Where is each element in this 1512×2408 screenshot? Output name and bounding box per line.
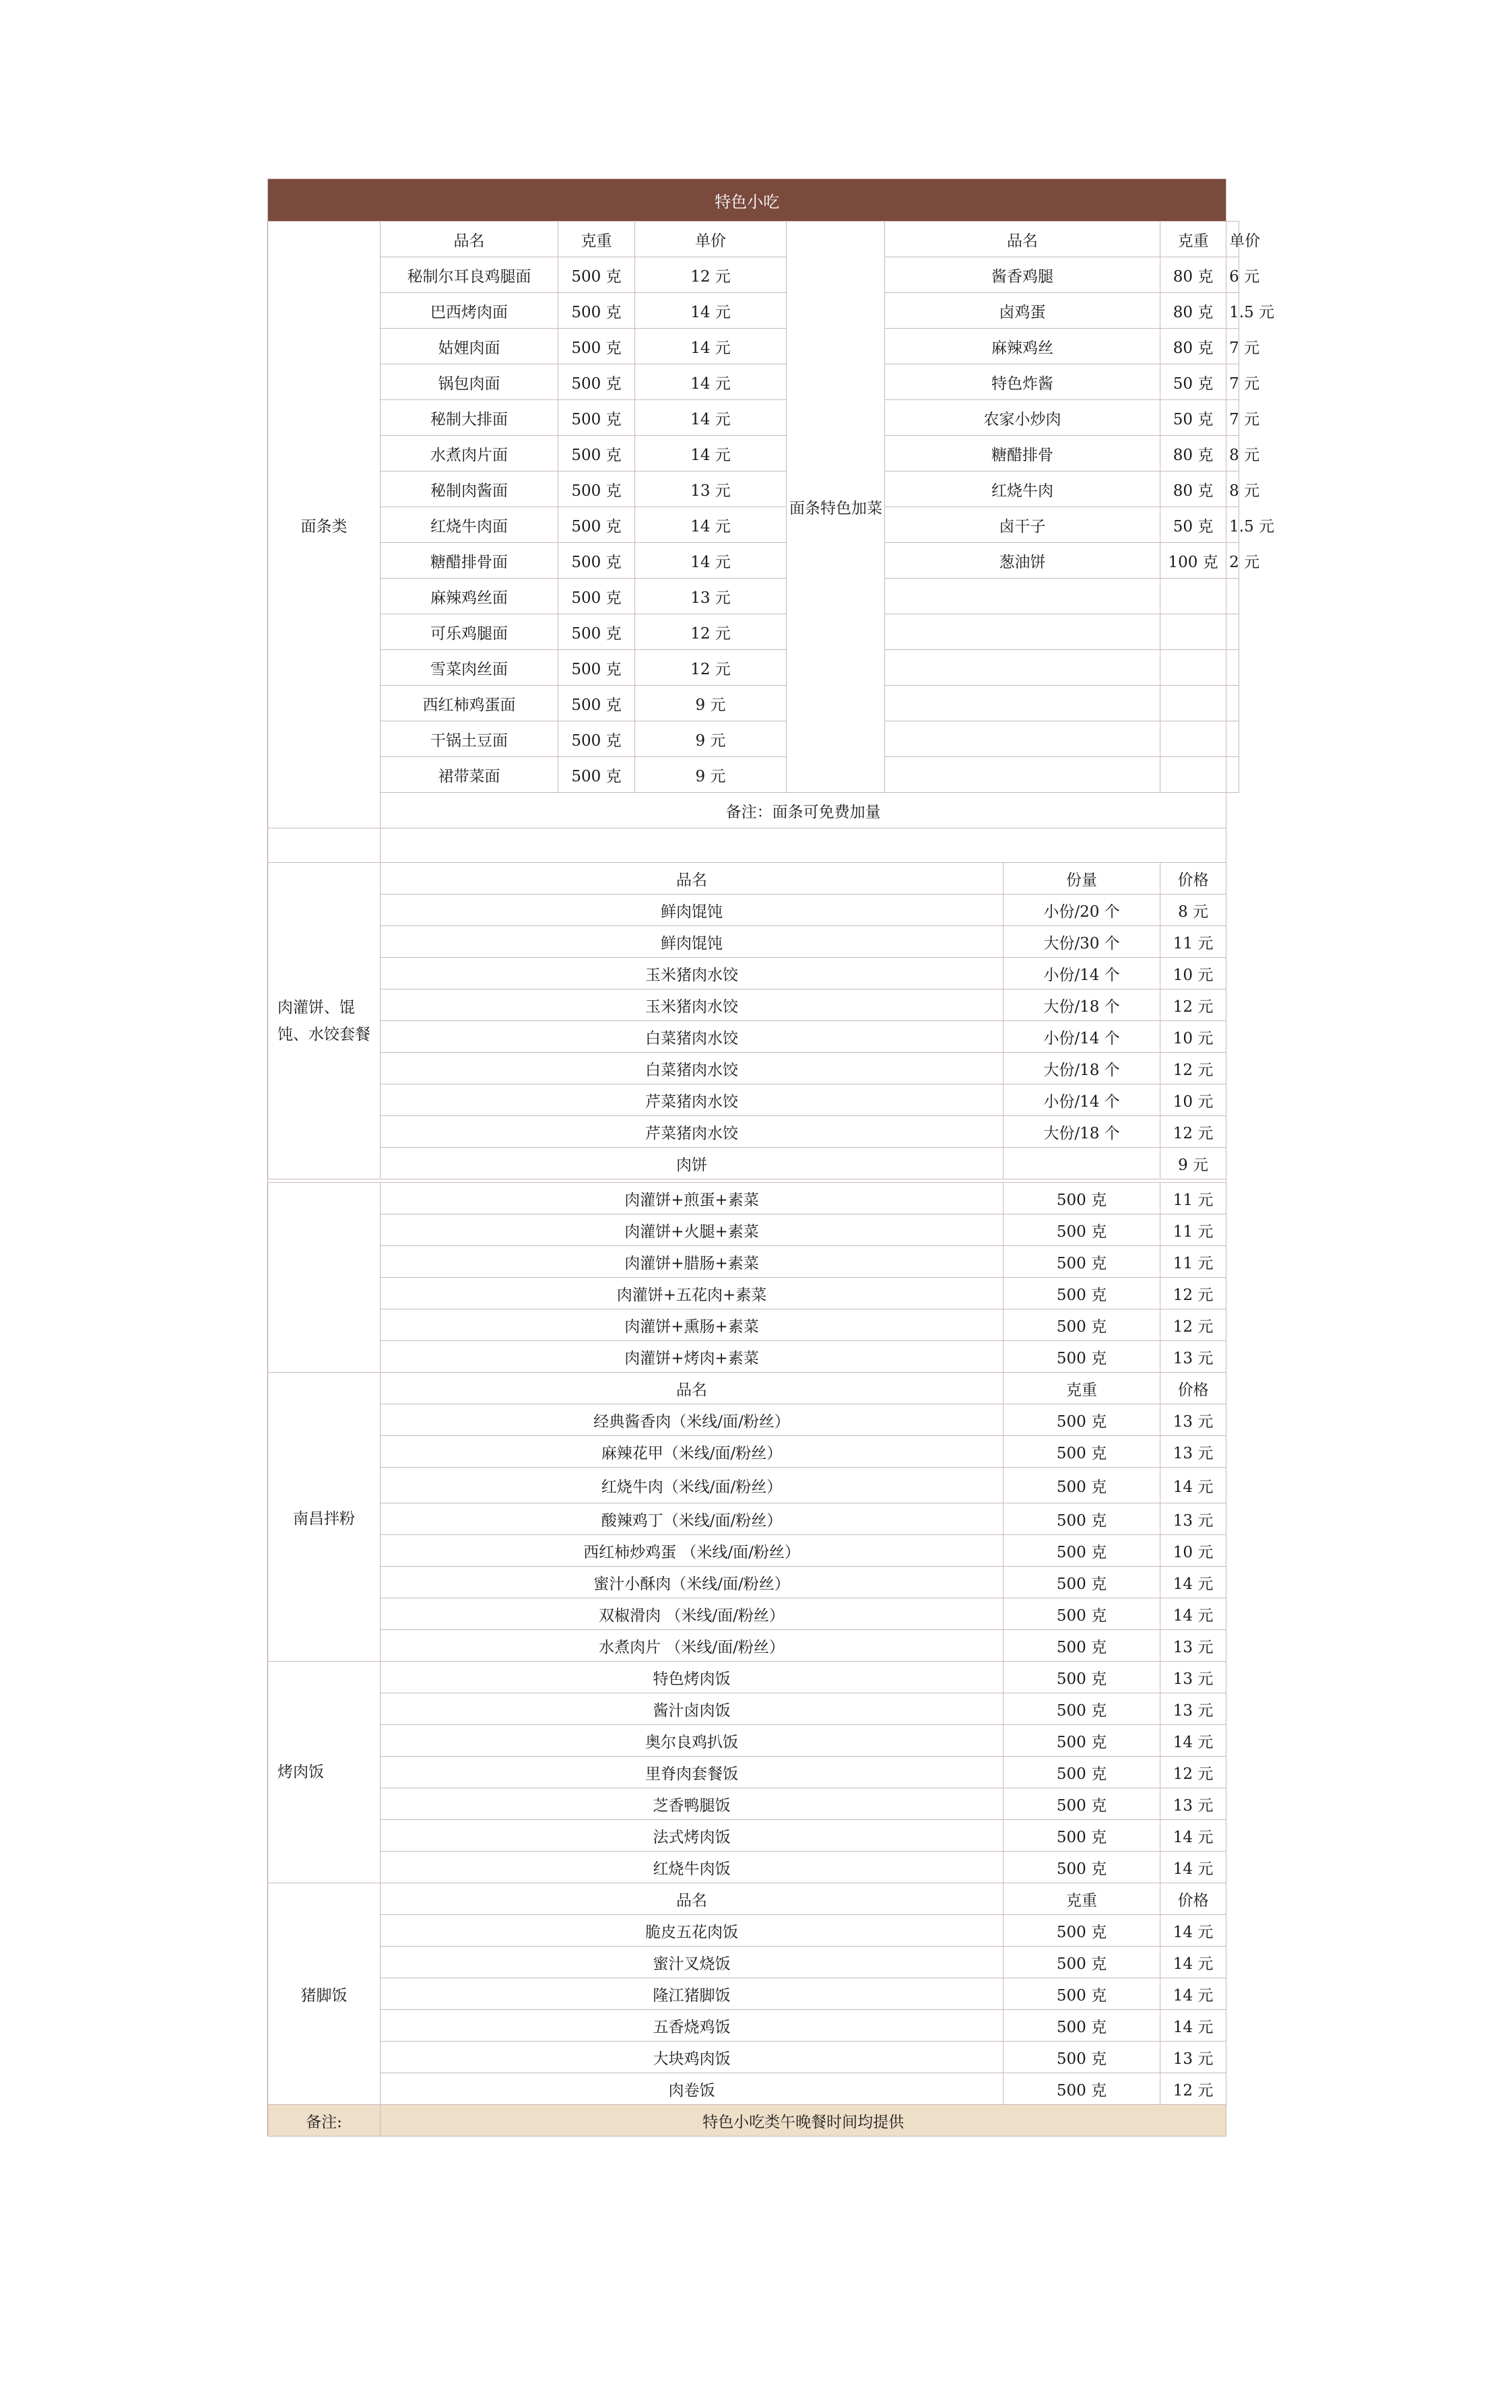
table-row xyxy=(268,757,1239,793)
extra-weight: 50 克 xyxy=(1160,507,1226,543)
item-weight: 500 克 xyxy=(1004,1278,1160,1309)
item-price: 9 元 xyxy=(635,686,787,721)
item-name: 鲜肉馄饨 xyxy=(381,894,1004,926)
item-portion xyxy=(1004,1148,1160,1179)
item-price: 14 元 xyxy=(1160,1852,1226,1883)
item-name: 红烧牛肉饭 xyxy=(381,1852,1004,1883)
item-name: 水煮肉片 （米线/面/粉丝） xyxy=(381,1630,1004,1662)
extra-weight: 100 克 xyxy=(1160,543,1226,579)
item-price: 14 元 xyxy=(1160,1567,1226,1598)
item-weight: 500 克 xyxy=(1004,2073,1160,2105)
category-pork: 猪脚饭 xyxy=(268,1883,381,2105)
item-price: 12 元 xyxy=(1160,1116,1226,1148)
extra-name: 卤鸡蛋 xyxy=(885,293,1160,329)
item-price: 13 元 xyxy=(1160,1404,1226,1436)
item-weight: 500 克 xyxy=(558,436,635,471)
item-weight: 500 克 xyxy=(558,293,635,329)
col-header: 价格 xyxy=(1160,1883,1226,1915)
item-name: 芹菜猪肉水饺 xyxy=(381,1084,1004,1116)
item-price: 12 元 xyxy=(1160,989,1226,1021)
empty-cell xyxy=(885,614,1160,650)
item-portion: 大份/18 个 xyxy=(1004,989,1160,1021)
item-price: 14 元 xyxy=(1160,1725,1226,1757)
item-price: 13 元 xyxy=(1160,1436,1226,1468)
empty-cell xyxy=(1226,614,1239,650)
item-weight: 500 克 xyxy=(1004,2010,1160,2042)
item-name: 雪菜肉丝面 xyxy=(381,650,558,686)
empty-cell xyxy=(1160,757,1226,793)
table-row xyxy=(268,293,1239,329)
extra-price: 2 元 xyxy=(1226,543,1239,579)
item-portion: 小份/14 个 xyxy=(1004,958,1160,989)
category-noodles: 面条类 xyxy=(268,222,381,828)
item-name: 大块鸡肉饭 xyxy=(381,2042,1004,2073)
item-weight: 500 克 xyxy=(558,329,635,364)
extra-name: 酱香鸡腿 xyxy=(885,257,1160,293)
item-name: 经典酱香肉（米线/面/粉丝） xyxy=(381,1404,1004,1436)
table-row xyxy=(268,1693,1239,1725)
col-header: 单价 xyxy=(635,222,787,257)
item-price: 12 元 xyxy=(1160,1757,1226,1788)
item-weight: 500 克 xyxy=(1004,1693,1160,1725)
item-portion: 小份/20 个 xyxy=(1004,894,1160,926)
empty-cell xyxy=(1226,686,1239,721)
col-header: 份量 xyxy=(1004,863,1160,894)
item-weight: 500 克 xyxy=(1004,1852,1160,1883)
item-name: 奥尔良鸡扒饭 xyxy=(381,1725,1004,1757)
item-name: 白菜猪肉水饺 xyxy=(381,1053,1004,1084)
noodle-note: 备注：面条可免费加量 xyxy=(381,793,1226,828)
table-row xyxy=(268,471,1239,507)
col-header: 品名 xyxy=(381,1373,1004,1404)
item-price: 14 元 xyxy=(1160,2010,1226,2042)
extra-weight: 50 克 xyxy=(1160,400,1226,436)
item-name: 里脊肉套餐饭 xyxy=(381,1757,1004,1788)
table-row xyxy=(268,2073,1239,2105)
item-price: 13 元 xyxy=(1160,2042,1226,2073)
item-weight: 500 克 xyxy=(1004,1567,1160,1598)
item-price: 14 元 xyxy=(1160,1978,1226,2010)
item-name: 秘制大排面 xyxy=(381,400,558,436)
table-row xyxy=(268,1053,1239,1084)
item-weight: 500 克 xyxy=(558,400,635,436)
table-row xyxy=(268,1947,1239,1978)
item-name: 干锅土豆面 xyxy=(381,721,558,757)
extra-weight: 50 克 xyxy=(1160,364,1226,400)
item-price: 14 元 xyxy=(635,507,787,543)
table-row xyxy=(268,579,1239,614)
item-price: 12 元 xyxy=(635,614,787,650)
table-row xyxy=(268,958,1239,989)
empty-cell xyxy=(381,828,1226,863)
item-price: 14 元 xyxy=(1160,1947,1226,1978)
item-weight: 500 克 xyxy=(558,507,635,543)
empty-cell xyxy=(1160,721,1226,757)
item-weight: 500 克 xyxy=(1004,1246,1160,1278)
item-name: 秘制肉酱面 xyxy=(381,471,558,507)
item-weight: 500 克 xyxy=(1004,1725,1160,1757)
item-price: 14 元 xyxy=(635,329,787,364)
table-row xyxy=(268,1883,1239,1915)
item-name: 白菜猪肉水饺 xyxy=(381,1021,1004,1053)
item-name: 糖醋排骨面 xyxy=(381,543,558,579)
table-row xyxy=(268,686,1239,721)
table-row xyxy=(268,1373,1239,1404)
table-row xyxy=(268,364,1239,400)
table-row xyxy=(268,257,1239,293)
item-weight: 500 克 xyxy=(1004,1788,1160,1820)
item-name: 麻辣花甲（米线/面/粉丝） xyxy=(381,1436,1004,1468)
extra-price: 6 元 xyxy=(1226,257,1239,293)
table-row xyxy=(268,1725,1239,1757)
item-name: 肉灌饼+熏肠+素菜 xyxy=(381,1309,1004,1341)
table-row xyxy=(268,1116,1239,1148)
table-row xyxy=(268,1436,1239,1468)
noodle-extras-label: 面条特色加菜 xyxy=(787,222,885,793)
item-weight: 500 克 xyxy=(1004,1468,1160,1503)
item-price: 10 元 xyxy=(1160,958,1226,989)
extra-name: 卤干子 xyxy=(885,507,1160,543)
item-name: 酸辣鸡丁（米线/面/粉丝） xyxy=(381,1503,1004,1535)
empty-cell xyxy=(1226,650,1239,686)
item-weight: 500 克 xyxy=(1004,1947,1160,1978)
item-price: 9 元 xyxy=(1160,1148,1226,1179)
item-name: 红烧牛肉面 xyxy=(381,507,558,543)
item-name: 双椒滑肉 （米线/面/粉丝） xyxy=(381,1598,1004,1630)
table-row xyxy=(268,400,1239,436)
item-price: 13 元 xyxy=(635,579,787,614)
category-wonton: 肉灌饼、馄饨、水饺套餐 xyxy=(268,863,381,1179)
item-name: 西红柿鸡蛋面 xyxy=(381,686,558,721)
item-price: 14 元 xyxy=(1160,1820,1226,1852)
item-portion: 大份/18 个 xyxy=(1004,1053,1160,1084)
item-name: 酱汁卤肉饭 xyxy=(381,1693,1004,1725)
item-weight: 500 克 xyxy=(1004,1341,1160,1373)
item-price: 13 元 xyxy=(1160,1341,1226,1373)
item-portion: 小份/14 个 xyxy=(1004,1084,1160,1116)
item-price: 13 元 xyxy=(1160,1630,1226,1662)
col-header: 品名 xyxy=(381,222,558,257)
category-bbq: 烤肉饭 xyxy=(268,1662,381,1883)
item-price: 14 元 xyxy=(1160,1915,1226,1947)
item-name: 西红柿炒鸡蛋 （米线/面/粉丝） xyxy=(381,1535,1004,1567)
extra-weight: 80 克 xyxy=(1160,293,1226,329)
extra-price: 1.5 元 xyxy=(1226,507,1239,543)
table-row xyxy=(268,436,1239,471)
item-name: 玉米猪肉水饺 xyxy=(381,989,1004,1021)
item-portion: 大份/18 个 xyxy=(1004,1116,1160,1148)
empty-cell xyxy=(885,686,1160,721)
item-weight: 500 克 xyxy=(1004,1630,1160,1662)
item-weight: 500 克 xyxy=(1004,1978,1160,2010)
item-price: 12 元 xyxy=(1160,1053,1226,1084)
col-header: 价格 xyxy=(1160,1373,1226,1404)
item-price: 12 元 xyxy=(635,257,787,293)
item-name: 蜜汁叉烧饭 xyxy=(381,1947,1004,1978)
table-row xyxy=(268,1978,1239,2010)
category-nanchang: 南昌拌粉 xyxy=(268,1373,381,1662)
col-header: 品名 xyxy=(381,1883,1004,1915)
table-row xyxy=(268,1503,1239,1535)
item-name: 法式烤肉饭 xyxy=(381,1820,1004,1852)
item-name: 肉灌饼+火腿+素菜 xyxy=(381,1214,1004,1246)
empty-cell xyxy=(1160,650,1226,686)
item-name: 玉米猪肉水饺 xyxy=(381,958,1004,989)
empty-cell xyxy=(268,828,381,863)
table-row xyxy=(268,222,1239,257)
item-price: 12 元 xyxy=(1160,2073,1226,2105)
empty-cell xyxy=(885,721,1160,757)
table-row xyxy=(268,1214,1239,1246)
extra-price: 1.5 元 xyxy=(1226,293,1239,329)
table-row xyxy=(268,793,1239,828)
table-row xyxy=(268,1278,1239,1309)
table-row xyxy=(268,1535,1239,1567)
item-price: 11 元 xyxy=(1160,1183,1226,1214)
item-name: 锅包肉面 xyxy=(381,364,558,400)
col-header: 克重 xyxy=(1004,1373,1160,1404)
table-row xyxy=(268,1788,1239,1820)
extra-weight: 80 克 xyxy=(1160,471,1226,507)
item-weight: 500 克 xyxy=(558,364,635,400)
table-row xyxy=(268,1468,1239,1503)
item-name: 肉卷饭 xyxy=(381,2073,1004,2105)
table-row xyxy=(268,1852,1239,1883)
col-header: 价格 xyxy=(1160,863,1226,894)
table-row xyxy=(268,614,1239,650)
item-price: 14 元 xyxy=(635,364,787,400)
item-weight: 500 克 xyxy=(1004,1915,1160,1947)
item-weight: 500 克 xyxy=(558,650,635,686)
extra-price: 7 元 xyxy=(1226,364,1239,400)
table-row xyxy=(268,179,1239,222)
item-price: 9 元 xyxy=(635,721,787,757)
item-price: 11 元 xyxy=(1160,1214,1226,1246)
empty-cell xyxy=(885,579,1160,614)
item-weight: 500 克 xyxy=(558,686,635,721)
col-header: 克重 xyxy=(558,222,635,257)
item-name: 肉灌饼+烤肉+素菜 xyxy=(381,1341,1004,1373)
item-name: 姑娌肉面 xyxy=(381,329,558,364)
table-row xyxy=(268,828,1239,863)
table-row xyxy=(268,721,1239,757)
table-row xyxy=(268,329,1239,364)
item-price: 11 元 xyxy=(1160,926,1226,958)
item-name: 芹菜猪肉水饺 xyxy=(381,1116,1004,1148)
table-row xyxy=(268,894,1239,926)
item-weight: 500 克 xyxy=(1004,1436,1160,1468)
table-row xyxy=(268,1915,1239,1947)
extra-name: 红烧牛肉 xyxy=(885,471,1160,507)
table-row xyxy=(268,1662,1239,1693)
extra-price: 7 元 xyxy=(1226,329,1239,364)
col-header: 品名 xyxy=(885,222,1160,257)
table-row xyxy=(268,1183,1239,1214)
table-row xyxy=(268,863,1239,894)
table-row xyxy=(268,1404,1239,1436)
extra-weight: 80 克 xyxy=(1160,257,1226,293)
extra-weight: 80 克 xyxy=(1160,329,1226,364)
table-row xyxy=(268,543,1239,579)
table-row xyxy=(268,650,1239,686)
item-name: 肉灌饼+腊肠+素菜 xyxy=(381,1246,1004,1278)
extra-name: 农家小炒肉 xyxy=(885,400,1160,436)
extra-name: 糖醋排骨 xyxy=(885,436,1160,471)
table-row xyxy=(268,1820,1239,1852)
item-price: 14 元 xyxy=(1160,1598,1226,1630)
item-price: 14 元 xyxy=(635,436,787,471)
item-name: 隆江猪脚饭 xyxy=(381,1978,1004,2010)
empty-cell xyxy=(885,650,1160,686)
item-price: 14 元 xyxy=(635,543,787,579)
empty-cell xyxy=(1160,686,1226,721)
item-weight: 500 克 xyxy=(1004,1183,1160,1214)
item-weight: 500 克 xyxy=(1004,1757,1160,1788)
item-name: 红烧牛肉（米线/面/粉丝） xyxy=(381,1468,1004,1503)
item-price: 14 元 xyxy=(635,400,787,436)
empty-cell xyxy=(1226,721,1239,757)
table-row xyxy=(268,507,1239,543)
item-name: 脆皮五花肉饭 xyxy=(381,1915,1004,1947)
item-weight: 500 克 xyxy=(558,579,635,614)
item-price: 14 元 xyxy=(635,293,787,329)
extra-price: 8 元 xyxy=(1226,471,1239,507)
item-weight: 500 克 xyxy=(1004,1309,1160,1341)
item-weight: 500 克 xyxy=(558,757,635,793)
table-row xyxy=(268,1246,1239,1278)
item-name: 可乐鸡腿面 xyxy=(381,614,558,650)
item-price: 13 元 xyxy=(635,471,787,507)
item-name: 芝香鸭腿饭 xyxy=(381,1788,1004,1820)
table-row xyxy=(268,1567,1239,1598)
item-weight: 500 克 xyxy=(1004,1535,1160,1567)
item-weight: 500 克 xyxy=(1004,1820,1160,1852)
item-name: 巴西烤肉面 xyxy=(381,293,558,329)
table-row xyxy=(268,1598,1239,1630)
table-row xyxy=(268,1341,1239,1373)
item-weight: 500 克 xyxy=(558,543,635,579)
item-price: 14 元 xyxy=(1160,1468,1226,1503)
col-header: 品名 xyxy=(381,863,1004,894)
item-name: 鲜肉馄饨 xyxy=(381,926,1004,958)
item-price: 13 元 xyxy=(1160,1788,1226,1820)
item-name: 麻辣鸡丝面 xyxy=(381,579,558,614)
item-name: 肉灌饼+煎蛋+素菜 xyxy=(381,1183,1004,1214)
item-price: 13 元 xyxy=(1160,1693,1226,1725)
item-name: 蜜汁小酥肉（米线/面/粉丝） xyxy=(381,1567,1004,1598)
item-portion: 小份/14 个 xyxy=(1004,1021,1160,1053)
col-header: 单价 xyxy=(1226,222,1239,257)
item-weight: 500 克 xyxy=(1004,1503,1160,1535)
footer-text: 特色小吃类午晚餐时间均提供 xyxy=(381,2105,1226,2137)
empty-cell xyxy=(1160,614,1226,650)
item-price: 11 元 xyxy=(1160,1246,1226,1278)
table-row xyxy=(268,1021,1239,1053)
item-name: 水煮肉片面 xyxy=(381,436,558,471)
item-price: 8 元 xyxy=(1160,894,1226,926)
menu-title: 特色小吃 xyxy=(268,179,1226,222)
item-price: 13 元 xyxy=(1160,1662,1226,1693)
item-weight: 500 克 xyxy=(1004,1662,1160,1693)
empty-cell xyxy=(885,757,1160,793)
item-weight: 500 克 xyxy=(558,257,635,293)
footer-label: 备注: xyxy=(268,2105,381,2137)
item-price: 12 元 xyxy=(1160,1278,1226,1309)
item-price: 9 元 xyxy=(635,757,787,793)
item-name: 秘制尔耳良鸡腿面 xyxy=(381,257,558,293)
table-row xyxy=(268,1309,1239,1341)
col-header: 克重 xyxy=(1004,1883,1160,1915)
table-row xyxy=(268,1148,1239,1179)
extra-price: 7 元 xyxy=(1226,400,1239,436)
empty-cell xyxy=(1226,757,1239,793)
table-row xyxy=(268,2010,1239,2042)
item-price: 13 元 xyxy=(1160,1503,1226,1535)
item-name: 特色烤肉饭 xyxy=(381,1662,1004,1693)
item-weight: 500 克 xyxy=(1004,1404,1160,1436)
item-portion: 大份/30 个 xyxy=(1004,926,1160,958)
table-row xyxy=(268,1757,1239,1788)
table-row xyxy=(268,1630,1239,1662)
table-row xyxy=(268,1084,1239,1116)
table-row xyxy=(268,2042,1239,2073)
item-weight: 500 克 xyxy=(1004,1214,1160,1246)
item-price: 10 元 xyxy=(1160,1084,1226,1116)
item-name: 肉饼 xyxy=(381,1148,1004,1179)
table-row xyxy=(268,926,1239,958)
item-name: 裙带菜面 xyxy=(381,757,558,793)
empty-cell xyxy=(1226,579,1239,614)
item-name: 肉灌饼+五花肉+素菜 xyxy=(381,1278,1004,1309)
item-weight: 500 克 xyxy=(1004,1598,1160,1630)
table-row xyxy=(268,989,1239,1021)
extra-price: 8 元 xyxy=(1226,436,1239,471)
item-name: 五香烧鸡饭 xyxy=(381,2010,1004,2042)
extra-weight: 80 克 xyxy=(1160,436,1226,471)
extra-name: 麻辣鸡丝 xyxy=(885,329,1160,364)
item-weight: 500 克 xyxy=(558,614,635,650)
item-price: 10 元 xyxy=(1160,1535,1226,1567)
table-row xyxy=(268,2105,1239,2137)
col-header: 克重 xyxy=(1160,222,1226,257)
item-price: 10 元 xyxy=(1160,1021,1226,1053)
menu-table xyxy=(267,178,1275,2137)
item-price: 12 元 xyxy=(1160,1309,1226,1341)
item-weight: 500 克 xyxy=(1004,2042,1160,2073)
empty-cell xyxy=(1160,579,1226,614)
item-price: 12 元 xyxy=(635,650,787,686)
extra-name: 葱油饼 xyxy=(885,543,1160,579)
extra-name: 特色炸酱 xyxy=(885,364,1160,400)
item-weight: 500 克 xyxy=(558,471,635,507)
item-weight: 500 克 xyxy=(558,721,635,757)
category-pancake xyxy=(268,1183,381,1373)
